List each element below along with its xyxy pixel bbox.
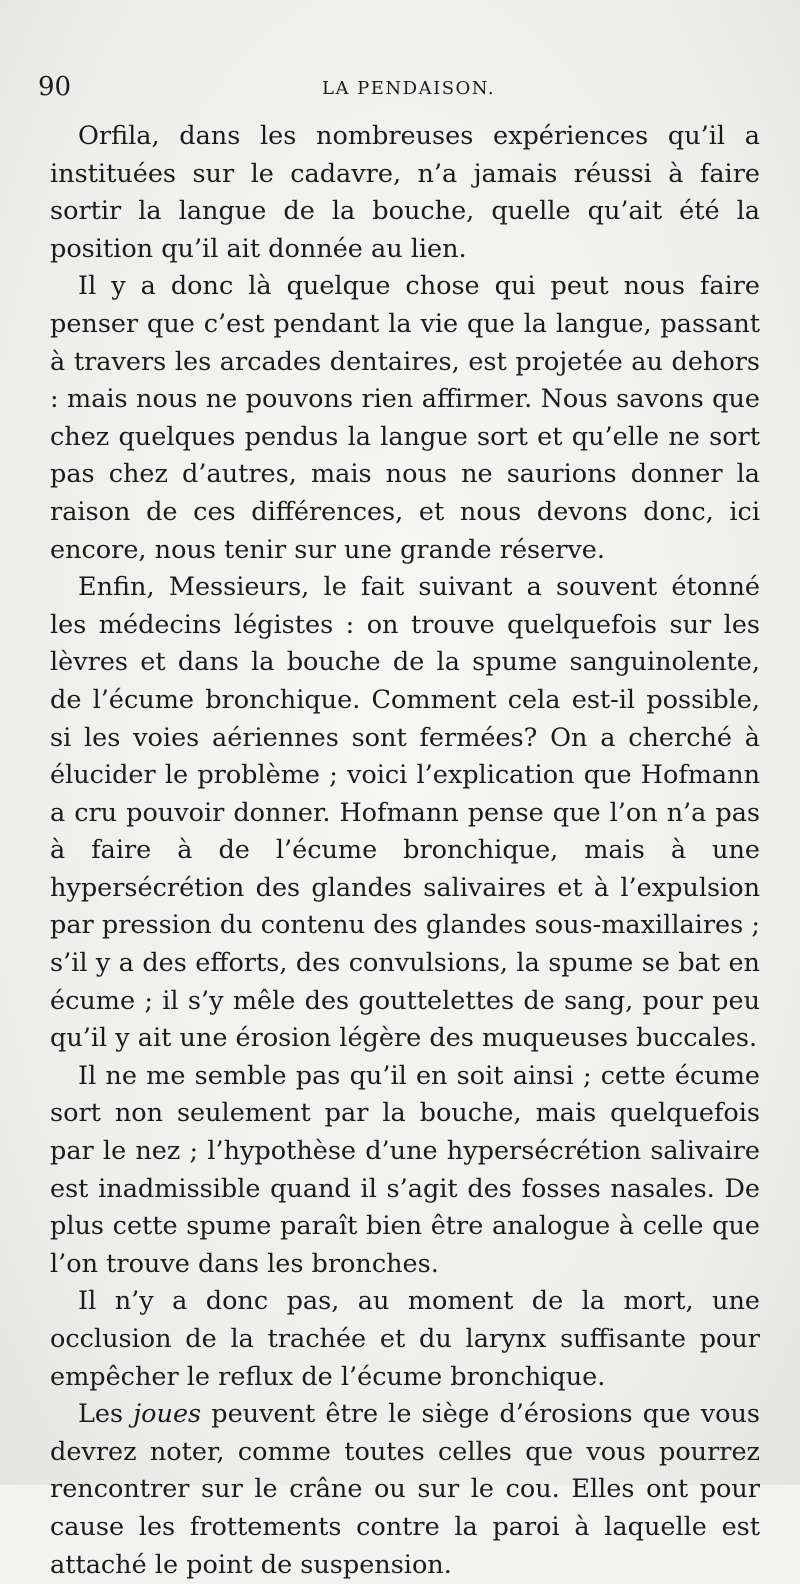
paragraph: Il ne me semble pas qu’il en soit ainsi ; cette écume sort non seulement par la bouche, mais quelquefois par le nez ; l’hypothèse d’une hypersécrétion salivaire est inadmissible quand il s’agit des fosses nasales. De plus cette spume paraît bien être analogue à celle que l’on trouve dans les bronches.	[50, 1060, 760, 1279]
paragraph: Il y a donc là quelque chose qui peut nous faire penser que c’est pendant la vie que la langue, passant à travers les arcades dentaires, est projetée au dehors : mais nous ne pouvons rien affirmer. Nous savons que chez quelques pendus la langue sort et qu’elle ne sort pas chez d’autres, mais nous ne saurions donner la raison de ces différences, et nous devons donc, ici encore, nous tenir sur une grande réserve.	[50, 271, 760, 565]
paragraph-text: peuvent être le siège d’érosions que vous devrez noter, comme toutes celles que vous pourrez rencontrer sur le crâne ou sur le cou. Elles ont pour cause les frottements contre la paroi à laquelle est attaché le point de suspension.	[50, 1399, 760, 1580]
body-text	[50, 118, 760, 1584]
paragraph: Orfila, dans les nombreuses expériences qu’il a instituées sur le cadavre, n’a jamais réussi à faire sortir la langue de la bouche, quelle qu’ait été la position qu’il ait donnée au lien.	[50, 121, 760, 264]
paragraph-text: Les	[78, 1399, 134, 1430]
running-title: LA PENDAISON.	[322, 78, 496, 99]
paragraph	[50, 1396, 760, 1584]
page-header	[38, 68, 760, 108]
emphasized-word: joues	[133, 1399, 202, 1430]
paragraph: Il n’y a donc pas, au moment de la mort, une occlusion de la trachée et du larynx suffisante pour empêcher le reflux de l’écume bronchique.	[50, 1286, 760, 1392]
paragraph: Enfin, Messieurs, le fait suivant a souvent étonné les médecins légistes : on trouve quelquefois sur les lèvres et dans la bouche de la spume sanguinolente, de l’écume bronchique. Comment cela est-il possible, si les voies aériennes sont fermées? On a cherché à élucider le problème ; voici l’explication que Hofmann a cru pouvoir donner. Hofmann pense que l’on n’a pas à faire à de l’écume bronchique, mais à une hypersécrétion des glandes salivaires et à l’expulsion par pression du contenu des glandes sous-maxillaires ; s’il y a des efforts, des convulsions, la spume se bat en écume ; il s’y mêle des gouttelettes de sang, pour peu qu’il y ait une érosion légère des muqueuses buccales.	[50, 572, 760, 1054]
page-number: 90	[38, 72, 72, 102]
